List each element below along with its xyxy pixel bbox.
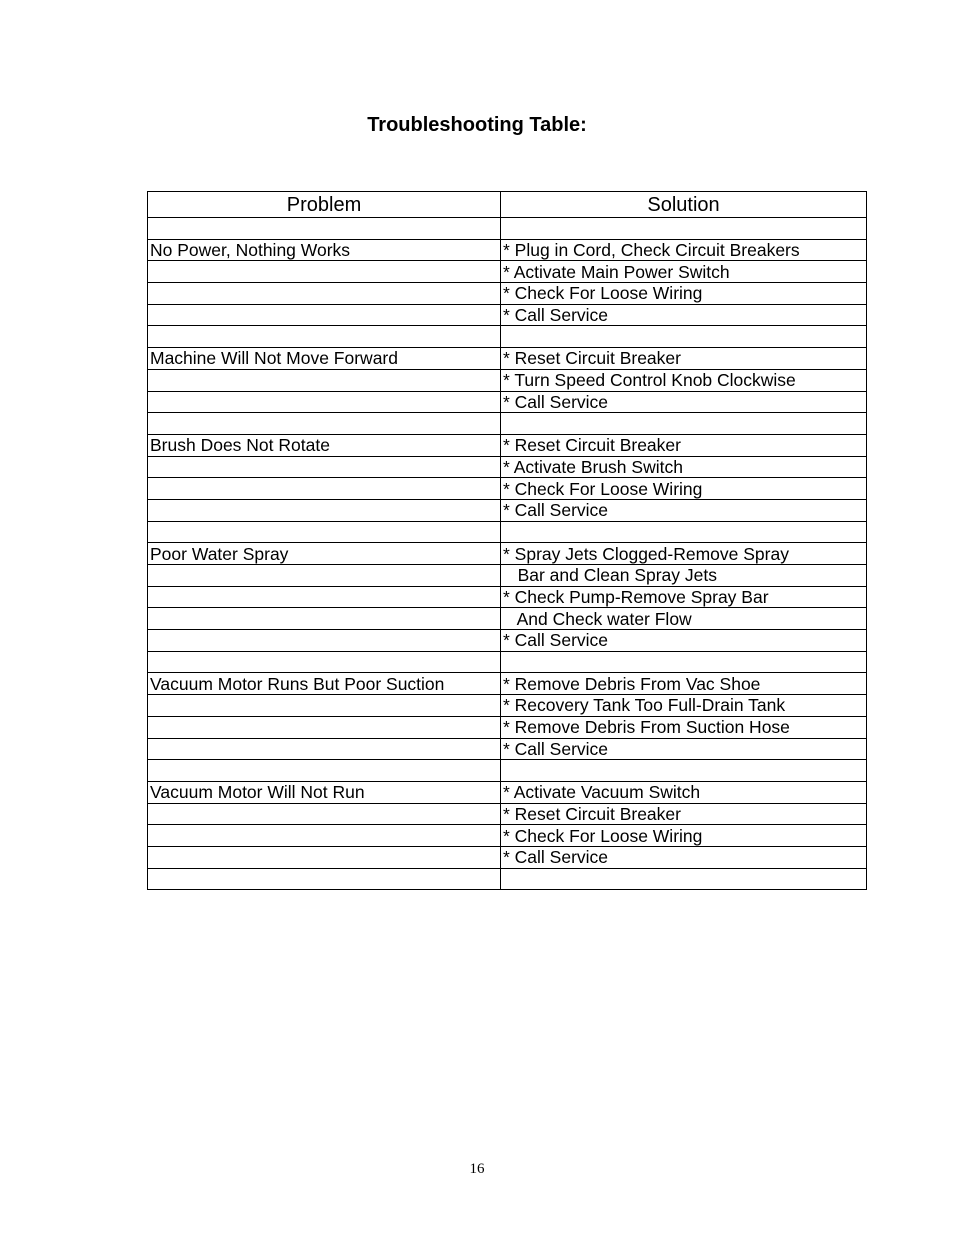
solution-cell (501, 326, 867, 348)
problem-cell (148, 846, 501, 868)
solution-cell: * Call Service (501, 738, 867, 760)
problem-cell (148, 261, 501, 283)
problem-cell (148, 391, 501, 413)
table-row (148, 348, 867, 370)
solution-cell: * Check For Loose Wiring (501, 478, 867, 500)
solution-cell (501, 413, 867, 435)
solution-cell: * Reset Circuit Breaker (501, 348, 867, 370)
solution-cell: * Call Service (501, 630, 867, 652)
problem-cell (148, 716, 501, 738)
solution-cell: * Remove Debris From Suction Hose (501, 716, 867, 738)
problem-cell (148, 218, 501, 240)
problem-cell (148, 803, 501, 825)
problem-cell (148, 738, 501, 760)
table-row (148, 239, 867, 261)
troubleshooting-table (147, 191, 867, 890)
problem-cell (148, 478, 501, 500)
table-row (148, 304, 867, 326)
table-body (148, 218, 867, 890)
problem-cell (148, 521, 501, 543)
table-row (148, 413, 867, 435)
table-row (148, 586, 867, 608)
problem-cell (148, 499, 501, 521)
problem-cell (148, 630, 501, 652)
solution-cell: * Call Service (501, 304, 867, 326)
solution-cell: * Remove Debris From Vac Shoe (501, 673, 867, 695)
problem-cell (148, 283, 501, 305)
page-number: 16 (469, 1161, 485, 1177)
table-row (148, 261, 867, 283)
solution-cell: * Check Pump-Remove Spray Bar (501, 586, 867, 608)
solution-cell: * Reset Circuit Breaker (501, 803, 867, 825)
problem-cell (148, 586, 501, 608)
table-row (148, 391, 867, 413)
solution-cell: * Call Service (501, 391, 867, 413)
solution-cell: * Call Service (501, 846, 867, 868)
table-row (148, 760, 867, 782)
problem-cell (148, 651, 501, 673)
problem-cell (148, 456, 501, 478)
table-row (148, 781, 867, 803)
solution-cell: * Activate Brush Switch (501, 456, 867, 478)
solution-cell: And Check water Flow (501, 608, 867, 630)
solution-cell: * Reset Circuit Breaker (501, 434, 867, 456)
solution-cell: Bar and Clean Spray Jets (501, 565, 867, 587)
problem-cell (148, 868, 501, 890)
table-row (148, 521, 867, 543)
table-header-row (148, 192, 867, 218)
problem-cell (148, 369, 501, 391)
problem-cell (148, 825, 501, 847)
problem-cell: Vacuum Motor Runs But Poor Suction (148, 673, 501, 695)
table-row (148, 825, 867, 847)
table-row (148, 369, 867, 391)
solution-cell: * Turn Speed Control Knob Clockwise (501, 369, 867, 391)
solution-cell (501, 868, 867, 890)
table-row (148, 651, 867, 673)
problem-cell: Machine Will Not Move Forward (148, 348, 501, 370)
problem-cell: No Power, Nothing Works (148, 239, 501, 261)
table-row (148, 478, 867, 500)
problem-cell (148, 760, 501, 782)
table-row (148, 673, 867, 695)
table-row (148, 499, 867, 521)
table-row (148, 868, 867, 890)
solution-cell (501, 521, 867, 543)
solution-cell (501, 651, 867, 673)
solution-cell: * Spray Jets Clogged-Remove Spray (501, 543, 867, 565)
solution-cell: * Check For Loose Wiring (501, 825, 867, 847)
solution-cell: * Check For Loose Wiring (501, 283, 867, 305)
solution-column-header: Solution (501, 192, 867, 218)
table-row (148, 608, 867, 630)
table-row (148, 434, 867, 456)
problem-cell: Poor Water Spray (148, 543, 501, 565)
page-title: Troubleshooting Table: (367, 114, 587, 136)
table-row (148, 695, 867, 717)
problem-cell (148, 304, 501, 326)
table-row (148, 456, 867, 478)
table-row (148, 326, 867, 348)
problem-cell (148, 326, 501, 348)
table-row (148, 803, 867, 825)
problem-cell (148, 565, 501, 587)
table-row (148, 218, 867, 240)
problem-cell (148, 608, 501, 630)
table-row (148, 543, 867, 565)
solution-cell: * Recovery Tank Too Full-Drain Tank (501, 695, 867, 717)
solution-cell: * Activate Main Power Switch (501, 261, 867, 283)
problem-cell: Vacuum Motor Will Not Run (148, 781, 501, 803)
solution-cell: * Plug in Cord, Check Circuit Breakers (501, 239, 867, 261)
solution-cell (501, 218, 867, 240)
table-row (148, 630, 867, 652)
table-row (148, 846, 867, 868)
table-row (148, 283, 867, 305)
solution-cell: * Call Service (501, 499, 867, 521)
problem-cell (148, 413, 501, 435)
problem-cell (148, 695, 501, 717)
table-row (148, 565, 867, 587)
problem-column-header: Problem (148, 192, 501, 218)
solution-cell: * Activate Vacuum Switch (501, 781, 867, 803)
problem-cell: Brush Does Not Rotate (148, 434, 501, 456)
table-row (148, 716, 867, 738)
table-row (148, 738, 867, 760)
solution-cell (501, 760, 867, 782)
